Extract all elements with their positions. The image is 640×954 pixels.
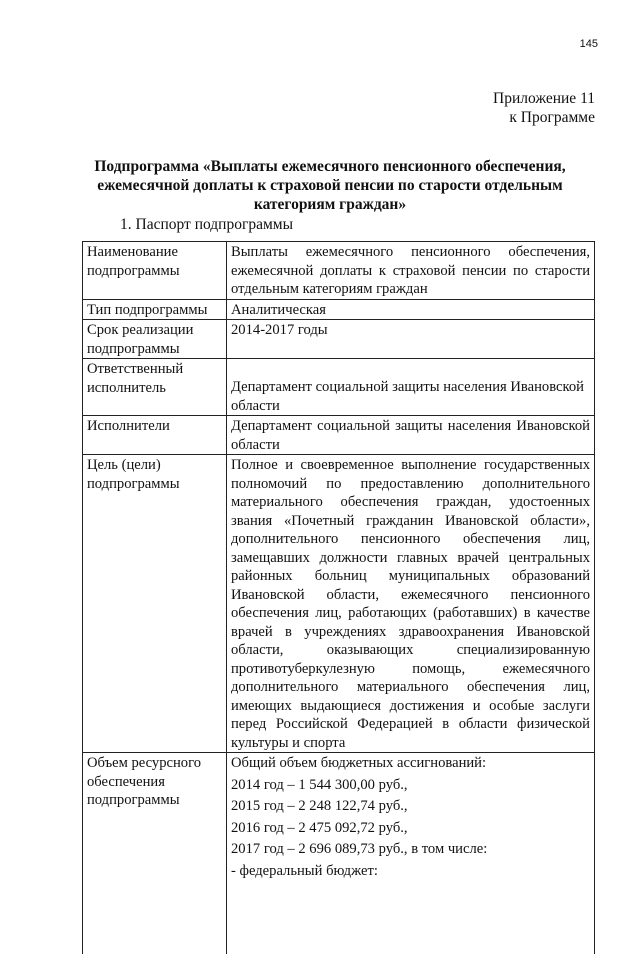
passport-row-name [83,242,595,300]
appendix-line-1: Приложение 11 [493,89,595,108]
funding-line: 2014 год – 1 544 300,00 руб., [231,776,590,795]
page-number: 145 [580,38,598,50]
appendix-line-2: к Программе [493,108,595,127]
funding-line: Общий объем бюджетных ассигнований: [231,754,590,773]
row-value-responsible: Департамент социальной защиты населения Ивановской области [227,359,595,416]
funding-line: 2017 год – 2 696 089,73 руб., в том числе: [231,840,590,859]
appendix-caption [493,89,595,127]
section-heading: 1. Паспорт подпрограммы [120,215,293,234]
row-value-goals: Полное и своевременное выполнение государственных полномочий по предоставлению дополнительного материального обеспечения граждан, удостоенных звания «Почетный гражданин Ивановской области», дополнительного пенсионного обеспечения лиц, замещавших должности главных врачей центральных районных больниц муниципальных образований Ивановской области, ежемесячного пенсионного обеспечения лиц, работающих (работавших) в качестве врачей в учреждениях здравоохранения Ивановской области, оказывающих специализированную противотуберкулезную помощь, ежемесячного дополнительного материального обеспечения лиц, имеющих выдающиеся достижения и особые заслуги перед Российской Федерацией в области физической культуры и спорта [227,455,595,753]
row-label-goals: Цель (цели) подпрограммы [83,455,227,753]
passport-row-funding [83,753,595,954]
row-label-funding: Объем ресурсного обеспечения подпрограммы [83,753,227,954]
passport-row-type [83,299,595,320]
funding-line: 2016 год – 2 475 092,72 руб., [231,819,590,838]
row-value-term: 2014-2017 годы [227,320,595,359]
row-value-funding [227,753,595,954]
row-value-executors: Департамент социальной защиты населения Ивановской области [227,416,595,455]
row-label-executors: Исполнители [83,416,227,455]
passport-row-responsible [83,359,595,416]
row-label-term: Срок реализации подпрограммы [83,320,227,359]
passport-row-term [83,320,595,359]
row-label-type: Тип подпрограммы [83,299,227,320]
row-value-name: Выплаты ежемесячного пенсионного обеспечения, ежемесячной доплаты к страховой пенсии по старости отдельным категориям граждан [227,242,595,300]
passport-row-goals [83,455,595,753]
subprogram-title: Подпрограмма «Выплаты ежемесячного пенсионного обеспечения, ежемесячной доплаты к страховой пенсии по старости отдельным категориям граждан» [70,157,590,214]
funding-line: 2015 год – 2 248 122,74 руб., [231,797,590,816]
row-value-type: Аналитическая [227,299,595,320]
passport-table [82,241,595,954]
row-label-responsible: Ответственный исполнитель [83,359,227,416]
funding-line: - федеральный бюджет: [231,862,590,881]
passport-row-executors [83,416,595,455]
row-label-name: Наименование подпрограммы [83,242,227,300]
